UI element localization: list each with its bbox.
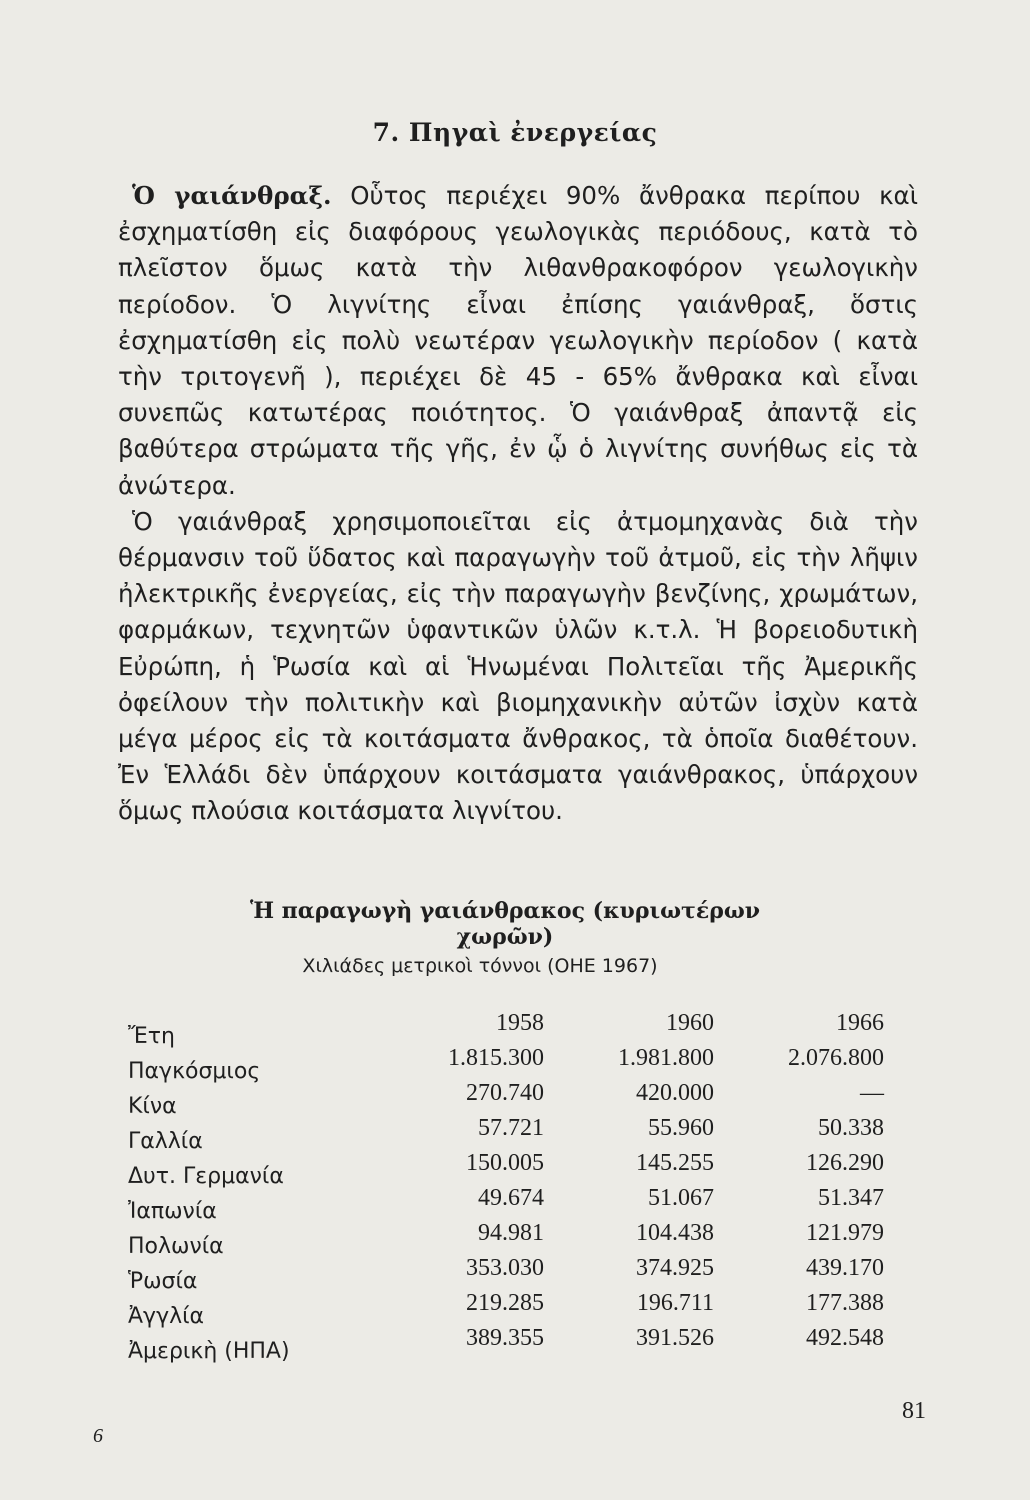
header-year: 1960 [666, 1010, 714, 1036]
cell-value: 50.338 [818, 1115, 884, 1141]
cell-value: 270.740 [466, 1080, 544, 1106]
paragraph-lead: Ὁ γαιάνθραξ. [132, 181, 332, 210]
table-row [128, 1290, 908, 1329]
cell-value: — [860, 1080, 884, 1106]
paragraph-text: Οὗτος περιέχει 90% ἄνθρακα περίπου καὶ ἐσχηματίσθη εἰς διαφόρους γεωλογικὰς περιόδους, κατὰ τὸ πλεῖστον ὅμως κατὰ τὴν λιθανθρακοφόρον γεωλογικὴν περίοδον. Ὁ λιγνίτης εἶναι ἐπίσης γαιάνθραξ, ὅστις ἐσχηματίσθη εἰς πολὺ νεωτέραν γεωλογικὴν περίοδον ( κατὰ τὴν τριτογενῆ ), περιέχει δὲ 45 - 65% ἄνθρακα καὶ εἶναι συνεπῶς κατωτέρας ποιότητος. Ὁ γαιάνθραξ ἀπαντᾷ εἰς βαθύτερα στρώματα τῆς γῆς, ἐν ᾧ ὁ λιγνίτης συνήθως εἰς τὰ ἀνώτερα. [118, 181, 918, 500]
table-row [128, 1220, 908, 1259]
cell-value: 196.711 [636, 1290, 714, 1316]
row-label: Πολωνία [128, 1234, 224, 1259]
cell-value: 1.981.800 [618, 1045, 714, 1071]
table-subtitle: Χιλιάδες μετρικοὶ τόννοι (ΟΗΕ 1967) [302, 955, 658, 977]
cell-value: 2.076.800 [788, 1045, 884, 1071]
table-row [128, 1185, 908, 1224]
row-label: Ἰαπωνία [128, 1199, 217, 1224]
paragraph-coal-definition [118, 178, 918, 504]
coal-production-table [128, 1010, 908, 1364]
paragraph-coal-uses: Ὁ γαιάνθραξ χρησιμοποιεῖται εἰς ἀτμομηχανὰς διὰ τὴν θέρμανσιν τοῦ ὕδατος καὶ παραγωγὴν τοῦ ἀτμοῦ, εἰς τὴν λῆψιν ἠλεκτρικῆς ἐνεργείας, εἰς τὴν παραγωγὴν βενζίνης, χρωμάτων, φαρμάκων, τεχνητῶν ὑφαντικῶν ὑλῶν κ.τ.λ. Ἡ βορειοδυτικὴ Εὐρώπη, ἡ Ῥωσία καὶ αἱ Ἡνωμέναι Πολιτεῖαι τῆς Ἀμερικῆς ὀφείλουν τὴν πολιτικὴν καὶ βιομηχανικὴν αὐτῶν ἰσχὺν κατὰ μέγα μέρος εἰς τὰ κοιτάσματα ἄνθρακος, τὰ ὁποῖα διαθέτουν. Ἐν Ἑλλάδι δὲν ὑπάρχουν κοιτάσματα γαιάνθρακος, ὑπάρχουν ὅμως πλούσια κοιτάσματα λιγνίτου. [118, 506, 918, 826]
cell-value: 121.979 [806, 1220, 884, 1246]
row-label: Ῥωσία [128, 1269, 198, 1294]
cell-value: 391.526 [636, 1325, 714, 1351]
cell-value: 492.548 [806, 1325, 884, 1351]
cell-value: 49.674 [478, 1185, 544, 1211]
cell-value: 51.067 [648, 1185, 714, 1211]
header-label: Ἔτη [128, 1024, 175, 1049]
table-row [128, 1045, 908, 1084]
table-row [128, 1080, 908, 1119]
cell-value: 126.290 [806, 1150, 884, 1176]
cell-value: 104.438 [636, 1220, 714, 1246]
cell-value: 1.815.300 [448, 1045, 544, 1071]
section-heading: 7. Πηγαὶ ἐνεργείας [372, 118, 658, 147]
cell-value: 389.355 [466, 1325, 544, 1351]
header-year: 1958 [496, 1010, 544, 1036]
body-text [118, 178, 918, 830]
row-label: Δυτ. Γερμανία [128, 1164, 284, 1189]
table-row [128, 1255, 908, 1294]
cell-value: 145.255 [636, 1150, 714, 1176]
cell-value: 57.721 [478, 1115, 544, 1141]
cell-value: 374.925 [636, 1255, 714, 1281]
table-title: Ἡ παραγωγὴ γαιάνθρακος (κυριωτέρων χωρῶν) [249, 898, 761, 950]
row-label: Κίνα [128, 1094, 177, 1119]
table-row [128, 1115, 908, 1154]
page-number: 81 [902, 1398, 926, 1424]
table-row [128, 1325, 908, 1364]
cell-value: 219.285 [466, 1290, 544, 1316]
cell-value: 420.000 [636, 1080, 714, 1106]
row-label: Παγκόσμιος [128, 1059, 261, 1084]
cell-value: 55.960 [648, 1115, 714, 1141]
row-label: Ἀγγλία [128, 1304, 205, 1329]
row-label: Ἀμερικὴ (ΗΠΑ) [128, 1339, 290, 1364]
signature-mark: 6 [93, 1425, 103, 1447]
header-year: 1966 [836, 1010, 884, 1036]
cell-value: 150.005 [466, 1150, 544, 1176]
cell-value: 177.388 [806, 1290, 884, 1316]
table-header-row [128, 1010, 908, 1049]
cell-value: 353.030 [466, 1255, 544, 1281]
cell-value: 51.347 [818, 1185, 884, 1211]
cell-value: 94.981 [478, 1220, 544, 1246]
row-label: Γαλλία [128, 1129, 203, 1154]
table-row [128, 1150, 908, 1189]
cell-value: 439.170 [806, 1255, 884, 1281]
